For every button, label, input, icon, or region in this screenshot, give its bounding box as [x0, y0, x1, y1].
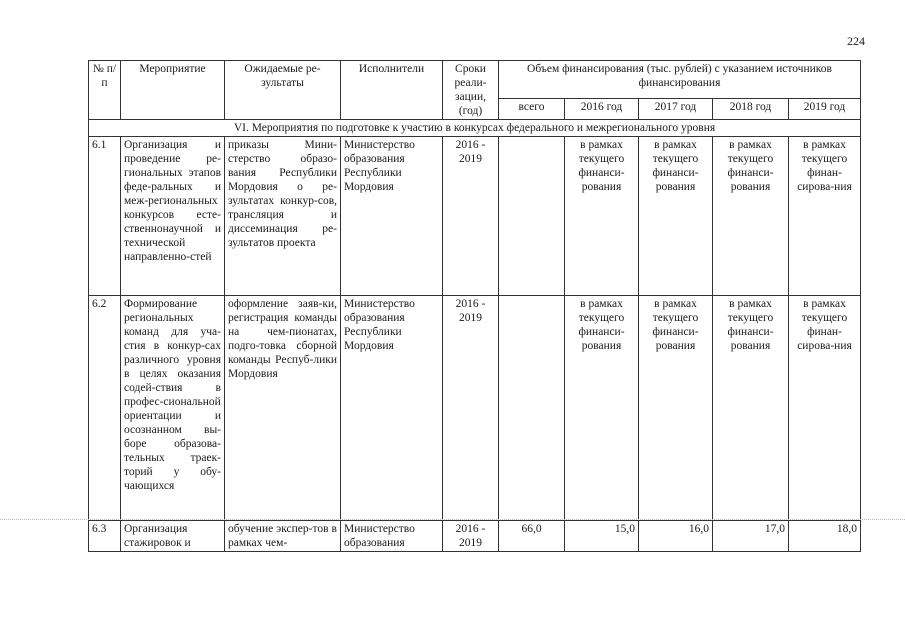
row-2017: в рамках текущего финанси-рования [639, 137, 713, 296]
row-2019: в рамках текущего финан-сирова-ния [789, 296, 861, 521]
row-activity: Организация стажировок и [121, 521, 225, 552]
row-2016: 15,0 [565, 521, 639, 552]
header-row [89, 61, 861, 99]
header-activity: Мероприятие [121, 61, 225, 120]
row-terms: 2016 - 2019 [443, 137, 499, 296]
header-total: всего [499, 99, 565, 120]
section-title: VI. Мероприятия по подготовке к участию в конкурсах федерального и межрегионального уровня [89, 120, 861, 137]
row-2018: 17,0 [713, 521, 789, 552]
table-row [89, 521, 861, 552]
page-number: 224 [847, 34, 865, 48]
row-2019: в рамках текущего финан-сирова-ния [789, 137, 861, 296]
table-row [89, 137, 861, 296]
row-2018: в рамках текущего финанси-рования [713, 296, 789, 521]
section-row [89, 120, 861, 137]
row-results: оформление заяв-ки, регистрация команды на чем-пионатах, подго-товка сборной команды Респуб-лики Мордовия [225, 296, 341, 521]
funding-table [88, 60, 861, 552]
header-terms: Сроки реали-зации, (год) [443, 61, 499, 120]
scan-artifact-line [0, 519, 905, 520]
row-terms: 2016 - 2019 [443, 521, 499, 552]
row-num: 6.2 [89, 296, 121, 521]
row-2016: в рамках текущего финанси-рования [565, 137, 639, 296]
row-executors: Министерство образования Республики Мордовия [341, 296, 443, 521]
row-2016: в рамках текущего финанси-рования [565, 296, 639, 521]
header-2018: 2018 год [713, 99, 789, 120]
row-num: 6.3 [89, 521, 121, 552]
header-funding: Объем финансирования (тыс. рублей) с указанием источников финансирования [499, 61, 861, 99]
row-total [499, 296, 565, 521]
row-2019: 18,0 [789, 521, 861, 552]
row-total: 66,0 [499, 521, 565, 552]
header-2016: 2016 год [565, 99, 639, 120]
row-terms: 2016 - 2019 [443, 296, 499, 521]
row-executors: Министерство образования Республики Мордовия [341, 137, 443, 296]
row-num: 6.1 [89, 137, 121, 296]
row-2017: 16,0 [639, 521, 713, 552]
row-activity: Формирование региональных команд для уча-стия в конкур-сах различного уровня в целях оказания содей-ствия в профес-сиональной ориентации и осознанном вы-боре образова-тельных траек-торий у обу-чающихся [121, 296, 225, 521]
header-num: № п/п [89, 61, 121, 120]
table-row [89, 296, 861, 521]
header-executors: Исполнители [341, 61, 443, 120]
row-results: приказы Мини-стерство образо-вания Республики Мордовия о ре-зультатах конкур-сов, трансляция и диссеминация ре-зультатов проекта [225, 137, 341, 296]
row-total [499, 137, 565, 296]
header-results: Ожидаемые ре-зультаты [225, 61, 341, 120]
row-2018: в рамках текущего финанси-рования [713, 137, 789, 296]
row-executors: Министерство образования [341, 521, 443, 552]
row-2017: в рамках текущего финанси-рования [639, 296, 713, 521]
header-2017: 2017 год [639, 99, 713, 120]
row-results: обучение экспер-тов в рамках чем- [225, 521, 341, 552]
row-activity: Организация и проведение ре-гиональных этапов феде-ральных и меж-региональных конкурсов есте-ственнонаучной и технической направленно-стей [121, 137, 225, 296]
header-2019: 2019 год [789, 99, 861, 120]
